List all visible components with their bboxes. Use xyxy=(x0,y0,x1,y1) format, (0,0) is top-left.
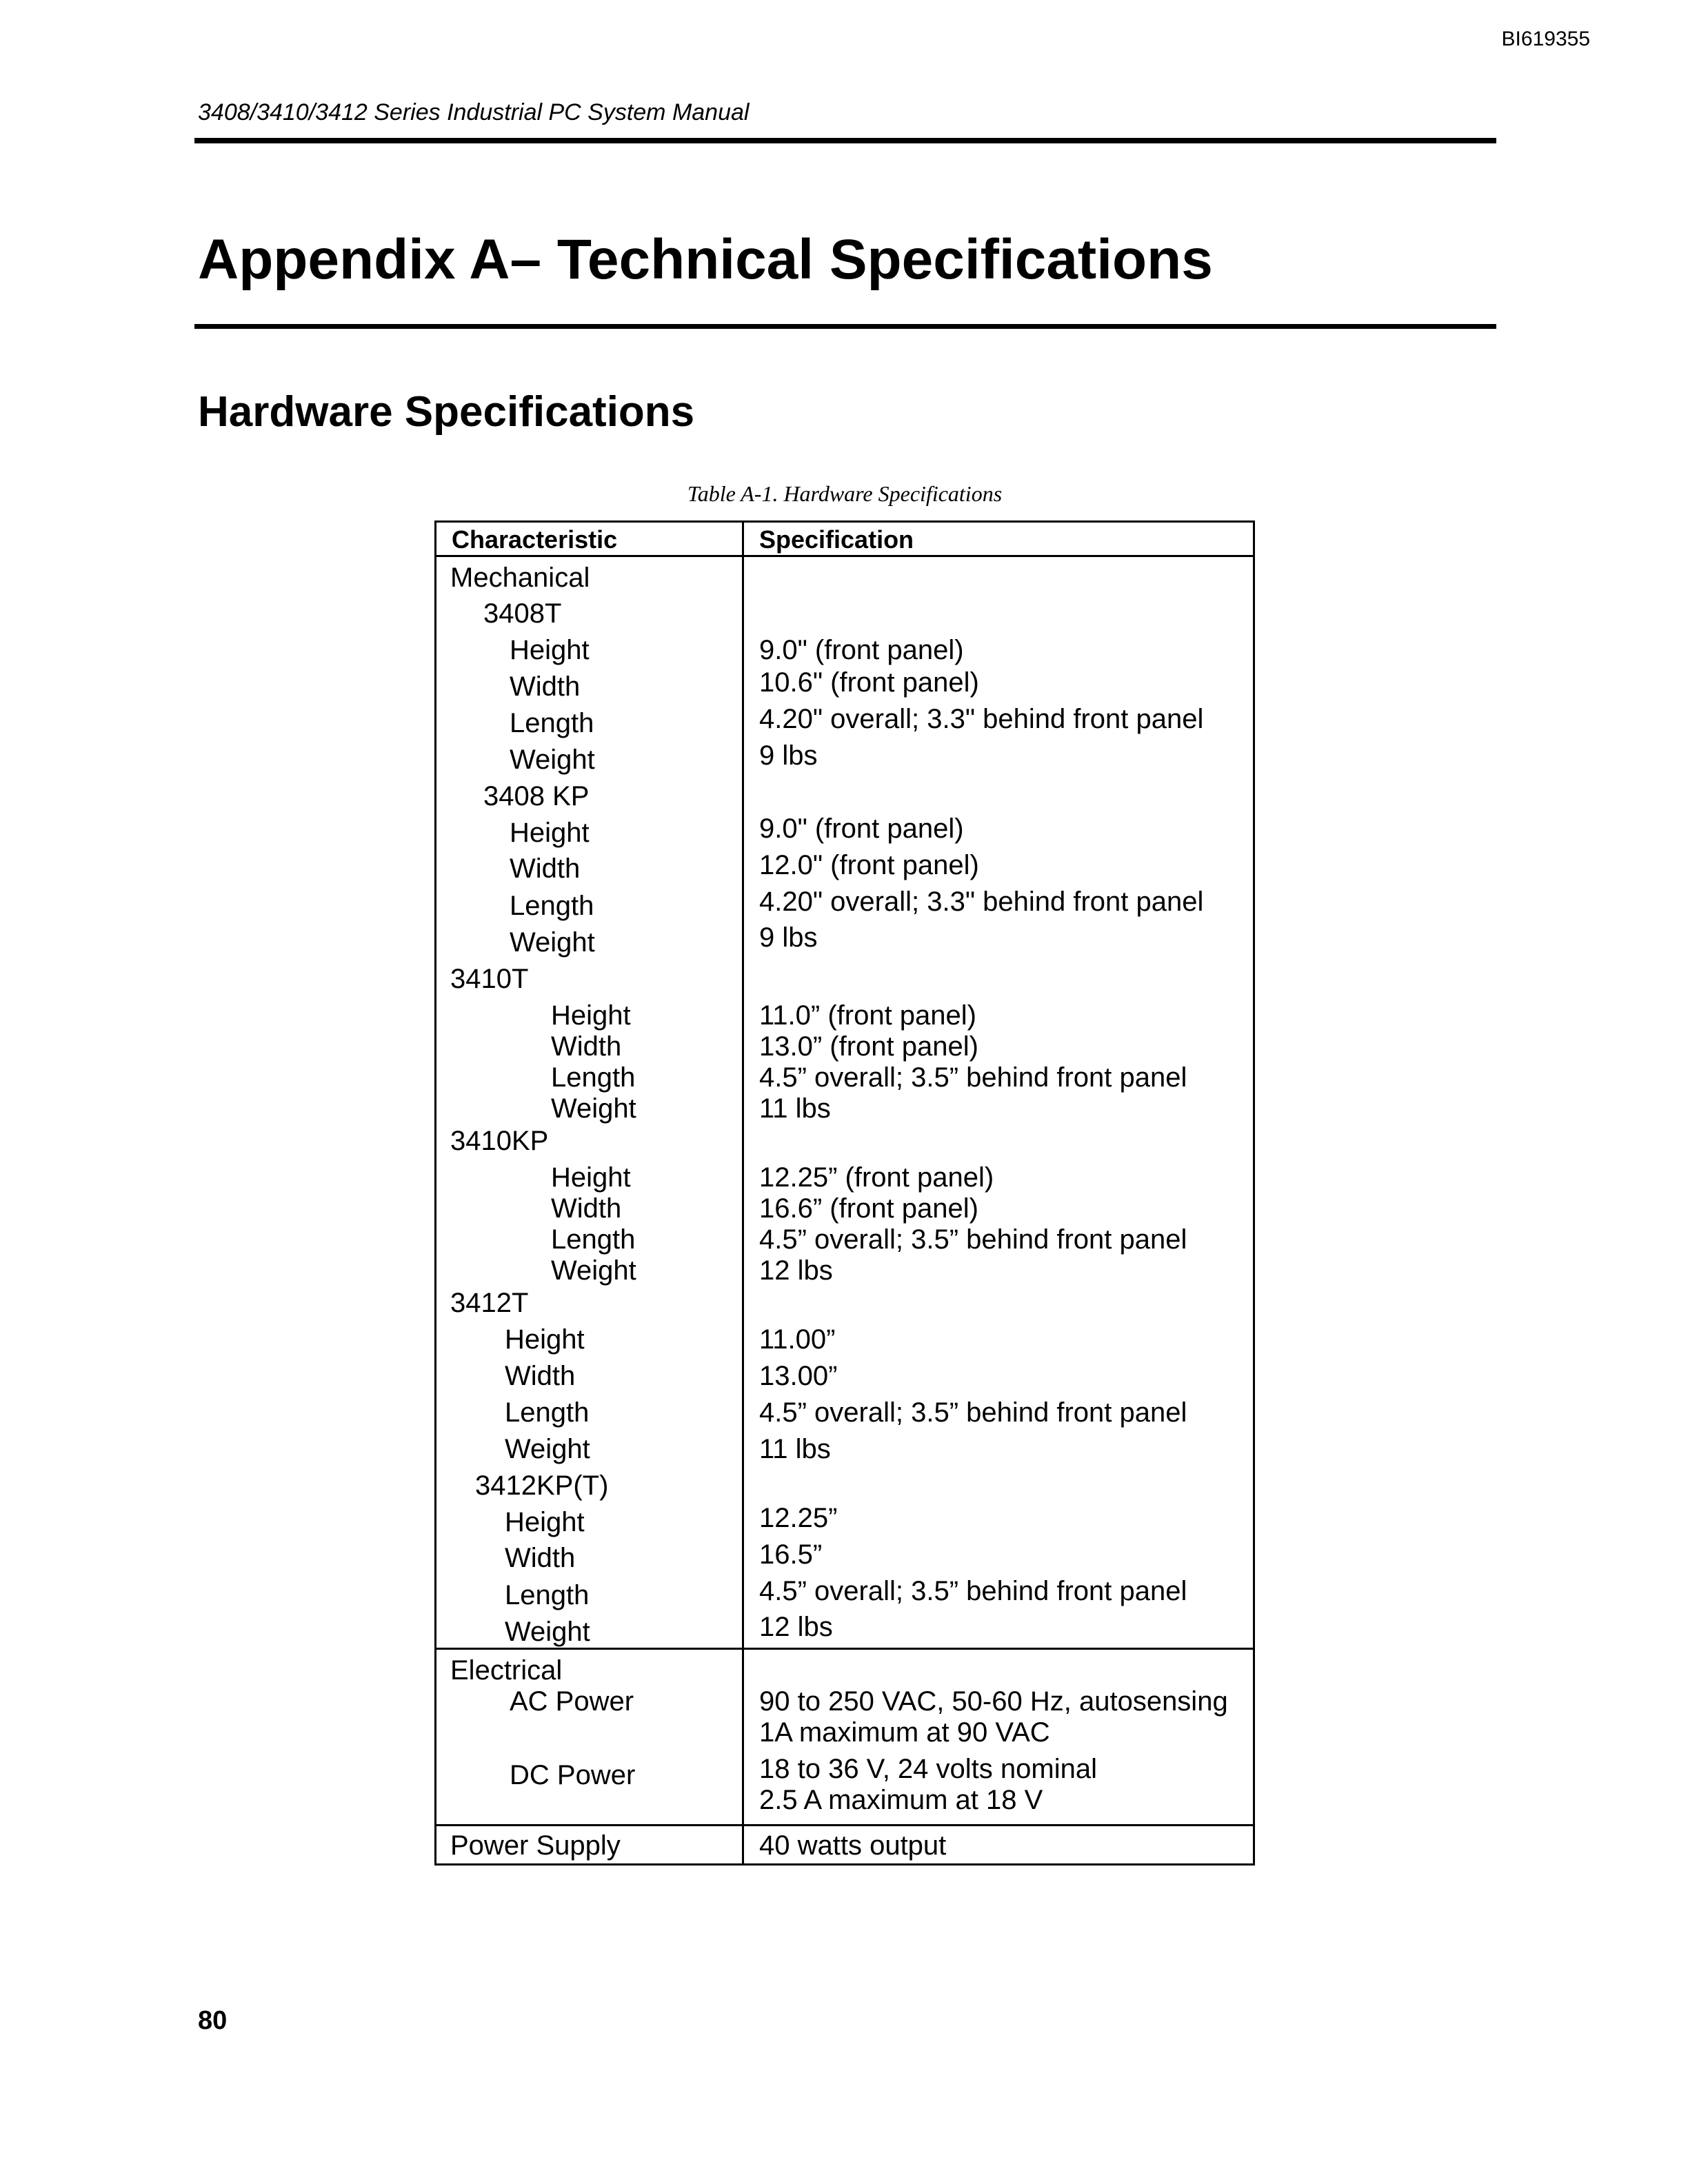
spec-value: 16.6” (front panel) xyxy=(759,1193,978,1224)
group-label-electrical: Electrical xyxy=(450,1655,563,1686)
row-label-height: Height xyxy=(551,1000,631,1031)
spec-value: 4.20" overall; 3.3" behind front panel xyxy=(759,704,1204,734)
row-label-height: Height xyxy=(551,1162,631,1193)
row-label-weight: Weight xyxy=(551,1093,636,1124)
page-number: 80 xyxy=(198,2006,228,2035)
row-label-height: Height xyxy=(510,818,590,848)
spec-value: 18 to 36 V, 24 volts nominal xyxy=(759,1754,1097,1784)
running-header: 3408/3410/3412 Series Industrial PC System Manual xyxy=(198,99,750,125)
row-label-height: Height xyxy=(505,1507,585,1537)
group-label-mechanical: Mechanical xyxy=(450,563,590,593)
header-characteristic: Characteristic xyxy=(452,525,618,554)
spec-value: 10.6" (front panel) xyxy=(759,667,979,698)
row-label-width: Width xyxy=(510,671,581,702)
document-id: BI619355 xyxy=(1501,28,1590,50)
row-label-length: Length xyxy=(510,708,594,738)
spec-value: 12 lbs xyxy=(759,1612,833,1642)
row-label-weight: Weight xyxy=(510,745,595,775)
spec-value: 11.00” xyxy=(759,1324,836,1355)
power-supply-group xyxy=(436,1826,1253,1863)
spec-value: 40 watts output xyxy=(759,1830,947,1861)
section-title: Hardware Specifications xyxy=(198,388,695,436)
mechanical-group xyxy=(436,557,1253,1650)
spec-value: 90 to 250 VAC, 50-60 Hz, autosensing xyxy=(759,1686,1228,1717)
row-label-length: Length xyxy=(551,1062,636,1093)
row-label-height: Height xyxy=(505,1324,585,1355)
row-label-width: Width xyxy=(551,1031,622,1062)
power-supply-specification xyxy=(744,1826,1253,1863)
hardware-spec-table xyxy=(434,520,1255,1866)
spec-value: 9.0" (front panel) xyxy=(759,813,964,844)
spec-value: 12.25” xyxy=(759,1503,838,1533)
row-label-length: Length xyxy=(551,1224,636,1255)
spec-value: 13.0” (front panel) xyxy=(759,1031,978,1062)
electrical-specifications xyxy=(744,1650,1253,1824)
spec-value: 9 lbs xyxy=(759,740,818,771)
model-3410kp: 3410KP xyxy=(450,1126,549,1156)
header-specification: Specification xyxy=(759,525,914,554)
spec-value: 11.0” (front panel) xyxy=(759,1000,976,1031)
electrical-group xyxy=(436,1650,1253,1826)
spec-value: 11 lbs xyxy=(759,1093,831,1124)
model-3410t: 3410T xyxy=(450,964,529,994)
spec-value: 2.5 A maximum at 18 V xyxy=(759,1785,1043,1815)
group-label-power-supply: Power Supply xyxy=(450,1830,621,1861)
power-supply-characteristic xyxy=(436,1826,744,1863)
row-label-width: Width xyxy=(510,853,581,884)
row-label-width: Width xyxy=(505,1543,576,1573)
row-label-weight: Weight xyxy=(551,1255,636,1286)
spec-value: 1A maximum at 90 VAC xyxy=(759,1717,1050,1748)
spec-value: 16.5” xyxy=(759,1539,823,1570)
page-title: Appendix A– Technical Specifications xyxy=(198,228,1213,291)
row-label-weight: Weight xyxy=(505,1617,590,1647)
mechanical-characteristics xyxy=(436,557,744,1648)
spec-value: 11 lbs xyxy=(759,1434,831,1464)
row-label-length: Length xyxy=(510,891,594,921)
row-label-weight: Weight xyxy=(510,927,595,958)
spec-value: 12 lbs xyxy=(759,1255,833,1286)
spec-value: 4.5” overall; 3.5” behind front panel xyxy=(759,1062,1187,1093)
row-label-width: Width xyxy=(551,1193,622,1224)
table-header-row xyxy=(436,523,1253,557)
header-cell-specification xyxy=(744,523,1253,555)
spec-value: 9.0" (front panel) xyxy=(759,635,964,665)
row-label-width: Width xyxy=(505,1361,576,1391)
header-cell-characteristic xyxy=(436,523,744,555)
model-3412t: 3412T xyxy=(450,1288,529,1318)
row-label-height: Height xyxy=(510,635,590,665)
spec-value: 12.25” (front panel) xyxy=(759,1162,994,1193)
model-3408t: 3408T xyxy=(483,598,562,629)
model-3408kp: 3408 KP xyxy=(483,781,590,811)
header-rule xyxy=(194,138,1496,143)
row-label-length: Length xyxy=(505,1397,590,1428)
electrical-characteristics xyxy=(436,1650,744,1824)
title-rule xyxy=(194,324,1496,329)
spec-value: 4.5” overall; 3.5” behind front panel xyxy=(759,1576,1187,1606)
model-3412kpt: 3412KP(T) xyxy=(475,1470,609,1501)
row-label-weight: Weight xyxy=(505,1434,590,1464)
spec-value: 9 lbs xyxy=(759,922,818,953)
spec-value: 4.5” overall; 3.5” behind front panel xyxy=(759,1224,1187,1255)
spec-value: 4.20" overall; 3.3" behind front panel xyxy=(759,887,1204,917)
row-label-length: Length xyxy=(505,1580,590,1610)
spec-value: 4.5” overall; 3.5” behind front panel xyxy=(759,1397,1187,1428)
table-caption: Table A-1. Hardware Specifications xyxy=(687,481,1003,506)
mechanical-specifications xyxy=(744,557,1253,1648)
spec-value: 12.0" (front panel) xyxy=(759,850,979,880)
spec-value: 13.00” xyxy=(759,1361,838,1391)
row-label-dc-power: DC Power xyxy=(510,1760,636,1790)
row-label-ac-power: AC Power xyxy=(510,1686,634,1717)
